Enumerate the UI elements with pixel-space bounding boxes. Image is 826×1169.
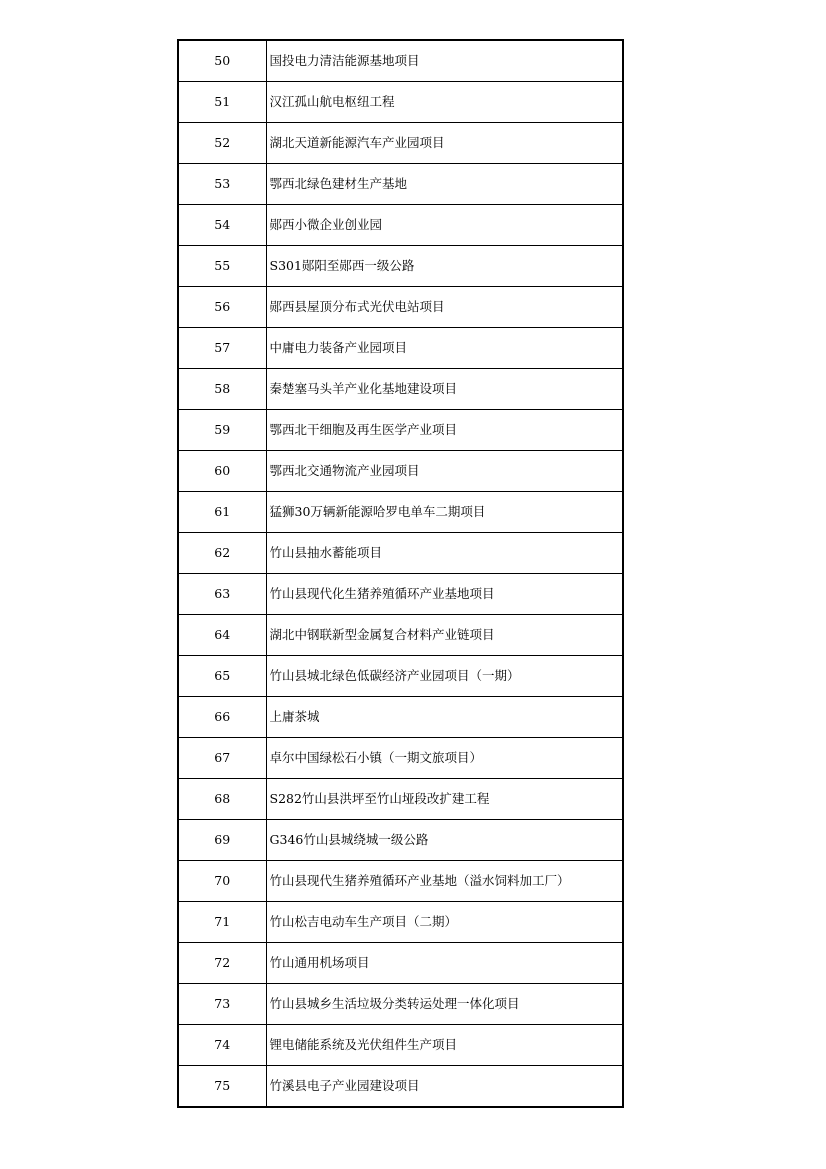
project-name: 国投电力清洁能源基地项目 <box>266 40 623 82</box>
table-row <box>178 164 623 205</box>
project-name: 湖北天道新能源汽车产业园项目 <box>266 123 623 164</box>
row-number: 64 <box>178 615 266 656</box>
table-row <box>178 1066 623 1108</box>
row-number: 55 <box>178 246 266 287</box>
table-row <box>178 451 623 492</box>
table-row <box>178 369 623 410</box>
table-row <box>178 738 623 779</box>
table-row <box>178 40 623 82</box>
project-table <box>177 39 624 1108</box>
project-name: 郧西县屋顶分布式光伏电站项目 <box>266 287 623 328</box>
table-row <box>178 943 623 984</box>
table-row <box>178 1025 623 1066</box>
project-name: G346竹山县城绕城一级公路 <box>266 820 623 861</box>
project-name: 竹山县城北绿色低碳经济产业园项目（一期） <box>266 656 623 697</box>
project-name: 竹溪县电子产业园建设项目 <box>266 1066 623 1108</box>
row-number: 51 <box>178 82 266 123</box>
row-number: 73 <box>178 984 266 1025</box>
table-row <box>178 533 623 574</box>
project-name: 鄂西北交通物流产业园项目 <box>266 451 623 492</box>
project-name: 猛狮30万辆新能源哈罗电单车二期项目 <box>266 492 623 533</box>
table-row <box>178 902 623 943</box>
project-name: S282竹山县洪坪至竹山垭段改扩建工程 <box>266 779 623 820</box>
row-number: 63 <box>178 574 266 615</box>
table-row <box>178 82 623 123</box>
row-number: 67 <box>178 738 266 779</box>
table-row <box>178 779 623 820</box>
row-number: 52 <box>178 123 266 164</box>
table-row <box>178 410 623 451</box>
row-number: 60 <box>178 451 266 492</box>
row-number: 70 <box>178 861 266 902</box>
row-number: 57 <box>178 328 266 369</box>
table-row <box>178 328 623 369</box>
project-name: 上庸茶城 <box>266 697 623 738</box>
row-number: 75 <box>178 1066 266 1108</box>
table-row <box>178 287 623 328</box>
table-row <box>178 861 623 902</box>
project-name: 竹山县抽水蓄能项目 <box>266 533 623 574</box>
project-name: 汉江孤山航电枢纽工程 <box>266 82 623 123</box>
project-name: 竹山县城乡生活垃圾分类转运处理一体化项目 <box>266 984 623 1025</box>
table-row <box>178 574 623 615</box>
table-row <box>178 123 623 164</box>
row-number: 50 <box>178 40 266 82</box>
row-number: 65 <box>178 656 266 697</box>
row-number: 69 <box>178 820 266 861</box>
project-name: 锂电储能系统及光伏组件生产项目 <box>266 1025 623 1066</box>
table-row <box>178 656 623 697</box>
row-number: 68 <box>178 779 266 820</box>
project-name: 鄂西北干细胞及再生医学产业项目 <box>266 410 623 451</box>
project-name: 鄂西北绿色建材生产基地 <box>266 164 623 205</box>
table-row <box>178 697 623 738</box>
table-row <box>178 615 623 656</box>
row-number: 62 <box>178 533 266 574</box>
project-name: 竹山松吉电动车生产项目（二期） <box>266 902 623 943</box>
project-name: 郧西小微企业创业园 <box>266 205 623 246</box>
project-name: 秦楚塞马头羊产业化基地建设项目 <box>266 369 623 410</box>
row-number: 66 <box>178 697 266 738</box>
project-name: S301郧阳至郧西一级公路 <box>266 246 623 287</box>
table-row <box>178 984 623 1025</box>
row-number: 74 <box>178 1025 266 1066</box>
project-name: 竹山通用机场项目 <box>266 943 623 984</box>
row-number: 59 <box>178 410 266 451</box>
row-number: 53 <box>178 164 266 205</box>
table-row <box>178 246 623 287</box>
row-number: 71 <box>178 902 266 943</box>
project-name: 竹山县现代生猪养殖循环产业基地（溢水饲料加工厂） <box>266 861 623 902</box>
project-name: 卓尔中国绿松石小镇（一期文旅项目） <box>266 738 623 779</box>
row-number: 72 <box>178 943 266 984</box>
row-number: 61 <box>178 492 266 533</box>
table-row <box>178 820 623 861</box>
row-number: 58 <box>178 369 266 410</box>
row-number: 54 <box>178 205 266 246</box>
table-row <box>178 205 623 246</box>
project-name: 中庸电力装备产业园项目 <box>266 328 623 369</box>
project-name: 湖北中钢联新型金属复合材料产业链项目 <box>266 615 623 656</box>
table-row <box>178 492 623 533</box>
row-number: 56 <box>178 287 266 328</box>
project-name: 竹山县现代化生猪养殖循环产业基地项目 <box>266 574 623 615</box>
